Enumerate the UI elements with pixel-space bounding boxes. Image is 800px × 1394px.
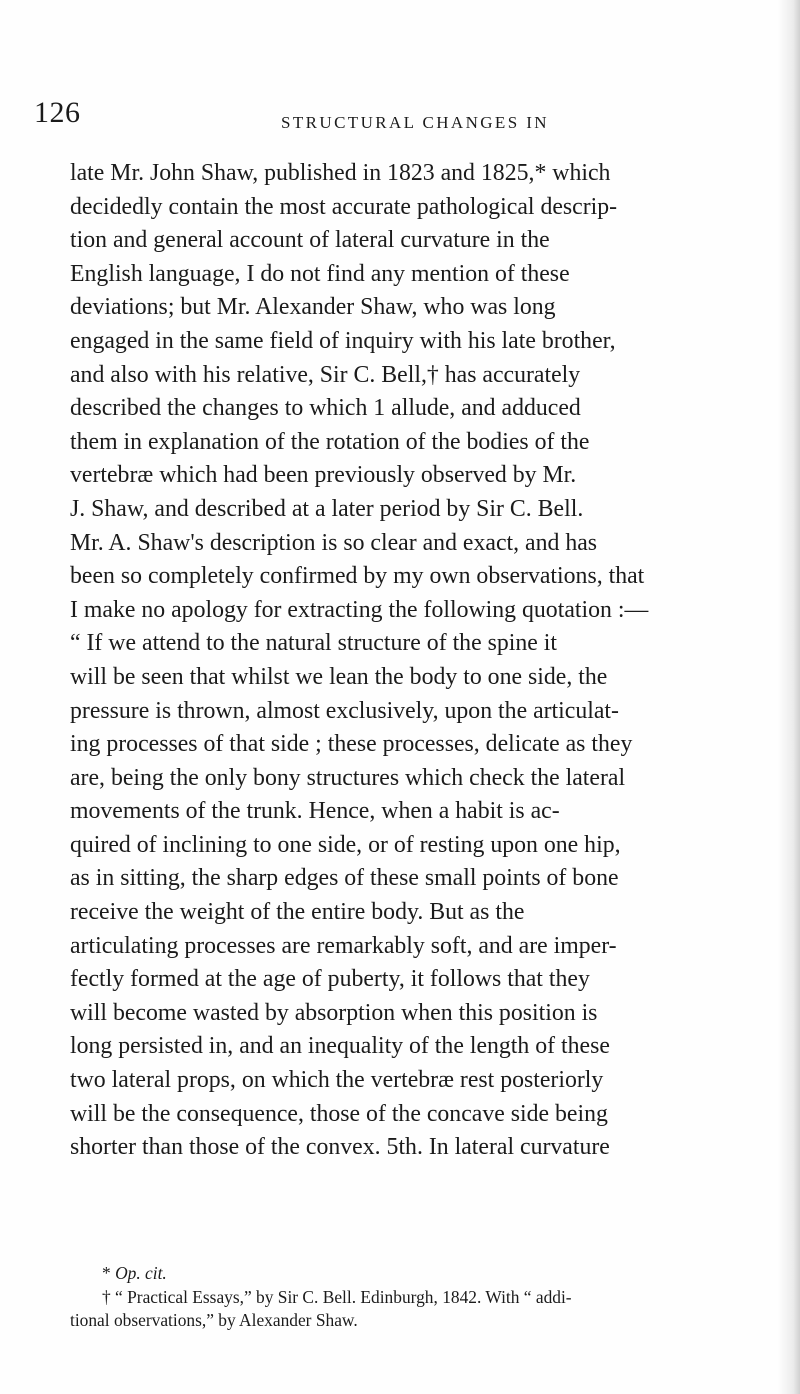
text-line: I make no apology for extracting the following quotation :— [70, 596, 649, 623]
text-line: Mr. A. Shaw's description is so clear and exact, and has [70, 529, 598, 556]
quotation-line: will be the consequence, those of the concave side being [70, 1100, 608, 1127]
footnote-star-text: Op. cit. [115, 1263, 167, 1283]
footnote-dagger-line2: tional observations,” by Alexander Shaw. [70, 1310, 358, 1330]
text-line: tion and general account of lateral curvature in the [70, 227, 550, 254]
quotation-line: quired of inclining to one side, or of resting upon one hip, [70, 831, 621, 858]
text-line: J. Shaw, and described at a later period by Sir C. Bell. [70, 495, 584, 522]
quotation-line: will become wasted by absorption when this position is [70, 999, 598, 1026]
page-number: 126 [34, 96, 81, 129]
footnote-star [70, 1262, 790, 1286]
quotation-line: pressure is thrown, almost exclusively, upon the articulat- [70, 697, 619, 724]
text-line: described the changes to which 1 allude, and adduced [70, 395, 581, 422]
footnote-star-mark: * [102, 1263, 111, 1283]
quotation-line: long persisted in, and an inequality of the length of these [70, 1033, 610, 1060]
quotation-line: are, being the only bony structures which check the lateral [70, 764, 626, 791]
quotation-line: fectly formed at the age of puberty, it follows that they [70, 966, 590, 993]
body-text [70, 157, 790, 1165]
quotation-line: ing processes of that side ; these processes, delicate as they [70, 731, 633, 758]
text-line: decidedly contain the most accurate pathological descrip- [70, 193, 618, 220]
quotation-line: shorter than those of the convex. 5th. In lateral curvature [70, 1134, 610, 1161]
quotation-line: articulating processes are remarkably soft, and are imper- [70, 932, 617, 959]
running-head: STRUCTURAL CHANGES IN [281, 113, 549, 132]
quotation-line: movements of the trunk. Hence, when a habit is ac- [70, 798, 560, 825]
text-line: engaged in the same field of inquiry with his late brother, [70, 327, 616, 354]
text-line: deviations; but Mr. Alexander Shaw, who was long [70, 294, 556, 321]
text-line: and also with his relative, Sir C. Bell,† has accurately [70, 361, 581, 388]
quotation-line: receive the weight of the entire body. But as the [70, 899, 525, 926]
quotation-line: as in sitting, the sharp edges of these small points of bone [70, 865, 619, 892]
footnote-dagger-line1: † “ Practical Essays,” by Sir C. Bell. Edinburgh, 1842. With “ addi- [102, 1286, 572, 1307]
quotation-line: “ If we attend to the natural structure of the spine it [70, 630, 557, 657]
text-line: late Mr. John Shaw, published in 1823 and 1825,* which [70, 160, 611, 186]
text-line: vertebræ which had been previously observed by Mr. [70, 462, 577, 489]
quotation-line: will be seen that whilst we lean the body to one side, the [70, 663, 608, 690]
text-line: English language, I do not find any mention of these [70, 260, 570, 287]
text-line: them in explanation of the rotation of the bodies of the [70, 428, 590, 455]
quotation-line: two lateral props, on which the vertebræ rest posteriorly [70, 1067, 604, 1094]
text-line: been so completely confirmed by my own observations, that [70, 563, 645, 590]
footnotes [70, 1262, 790, 1333]
